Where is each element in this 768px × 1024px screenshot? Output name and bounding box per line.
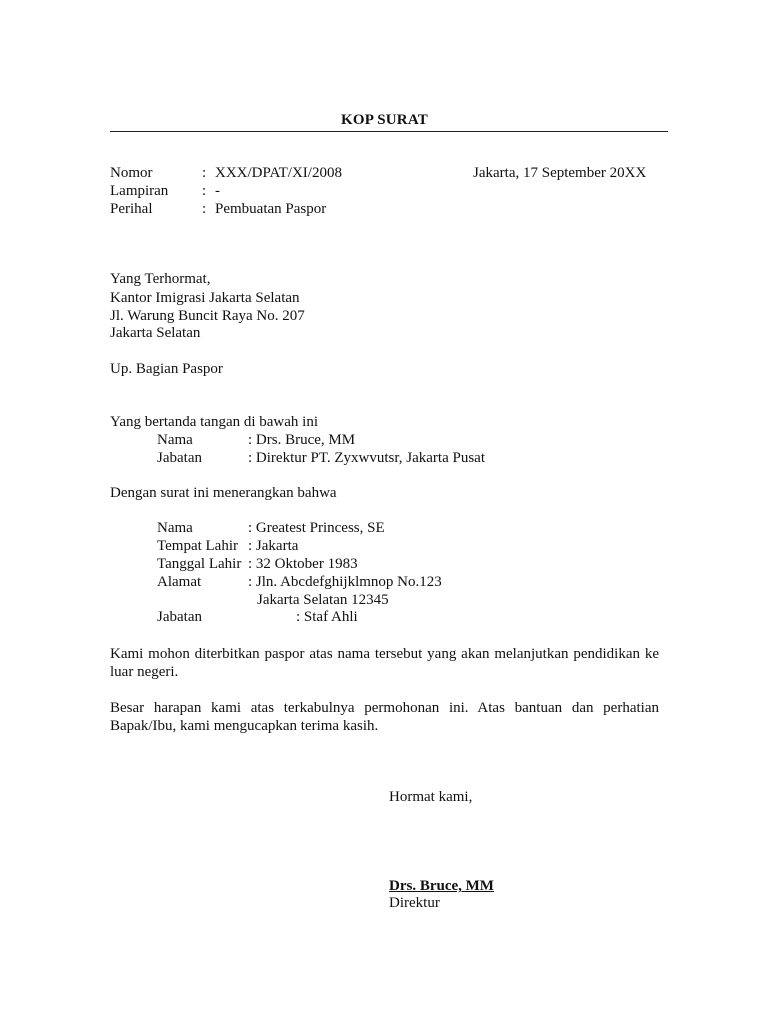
applicant-jabatan-value: : Staf Ahli [296, 609, 358, 625]
applicant-nama-value: : Greatest Princess, SE [248, 520, 385, 536]
letter-date: Jakarta, 17 September 20XX [473, 165, 647, 181]
signatory-nama-label: Nama [157, 432, 193, 448]
letterhead-rule [110, 131, 668, 132]
recipient-attention: Up. Bagian Paspor [110, 361, 223, 377]
applicant-jabatan-label: Jabatan [157, 609, 202, 625]
nomor-colon: : [202, 165, 207, 181]
applicant-tanggal-lahir-value: : 32 Oktober 1983 [248, 556, 358, 572]
lampiran-label: Lampiran [110, 183, 169, 199]
signatory-intro: Yang bertanda tangan di bawah ini [110, 414, 319, 430]
applicant-nama-label: Nama [157, 520, 193, 536]
lampiran-value: - [215, 183, 220, 199]
recipient-line-2: Jl. Warung Buncit Raya No. 207 [110, 308, 305, 324]
recipient-line-1: Kantor Imigrasi Jakarta Selatan [110, 290, 300, 306]
nomor-label: Nomor [110, 165, 153, 181]
applicant-tempat-lahir-value: : Jakarta [248, 538, 299, 554]
perihal-colon: : [202, 201, 207, 217]
perihal-label: Perihal [110, 201, 153, 217]
statement-intro: Dengan surat ini menerangkan bahwa [110, 485, 337, 501]
applicant-tempat-lahir-label: Tempat Lahir [157, 538, 238, 554]
signer-name: Drs. Bruce, MM [389, 878, 494, 894]
applicant-alamat-value-line-2: Jakarta Selatan 12345 [257, 592, 389, 608]
applicant-alamat-label: Alamat [157, 574, 202, 590]
lampiran-colon: : [202, 183, 207, 199]
signatory-jabatan-value: : Direktur PT. Zyxwvutsr, Jakarta Pusat [248, 450, 485, 466]
closing-salutation: Hormat kami, [389, 789, 473, 805]
perihal-value: Pembuatan Paspor [215, 201, 327, 217]
body-paragraph-1: Kami mohon diterbitkan paspor atas nama tersebut yang akan melanjutkan pendidikan ke luar negeri. [110, 646, 659, 680]
letterhead-title: KOP SURAT [341, 112, 428, 128]
nomor-value: XXX/DPAT/XI/2008 [215, 165, 342, 181]
signer-position: Direktur [389, 895, 440, 911]
recipient-line-3: Jakarta Selatan [110, 325, 201, 341]
signatory-nama-value: : Drs. Bruce, MM [248, 432, 356, 448]
applicant-alamat-value: : Jln. Abcdefghijklmnop No.123 [248, 574, 442, 590]
recipient-greeting: Yang Terhormat, [110, 271, 211, 287]
body-paragraph-2: Besar harapan kami atas terkabulnya permohonan ini. Atas bantuan dan perhatian Bapak/Ibu, kami mengucapkan terima kasih. [110, 700, 659, 734]
applicant-tanggal-lahir-label: Tanggal Lahir [157, 556, 242, 572]
signatory-jabatan-label: Jabatan [157, 450, 202, 466]
